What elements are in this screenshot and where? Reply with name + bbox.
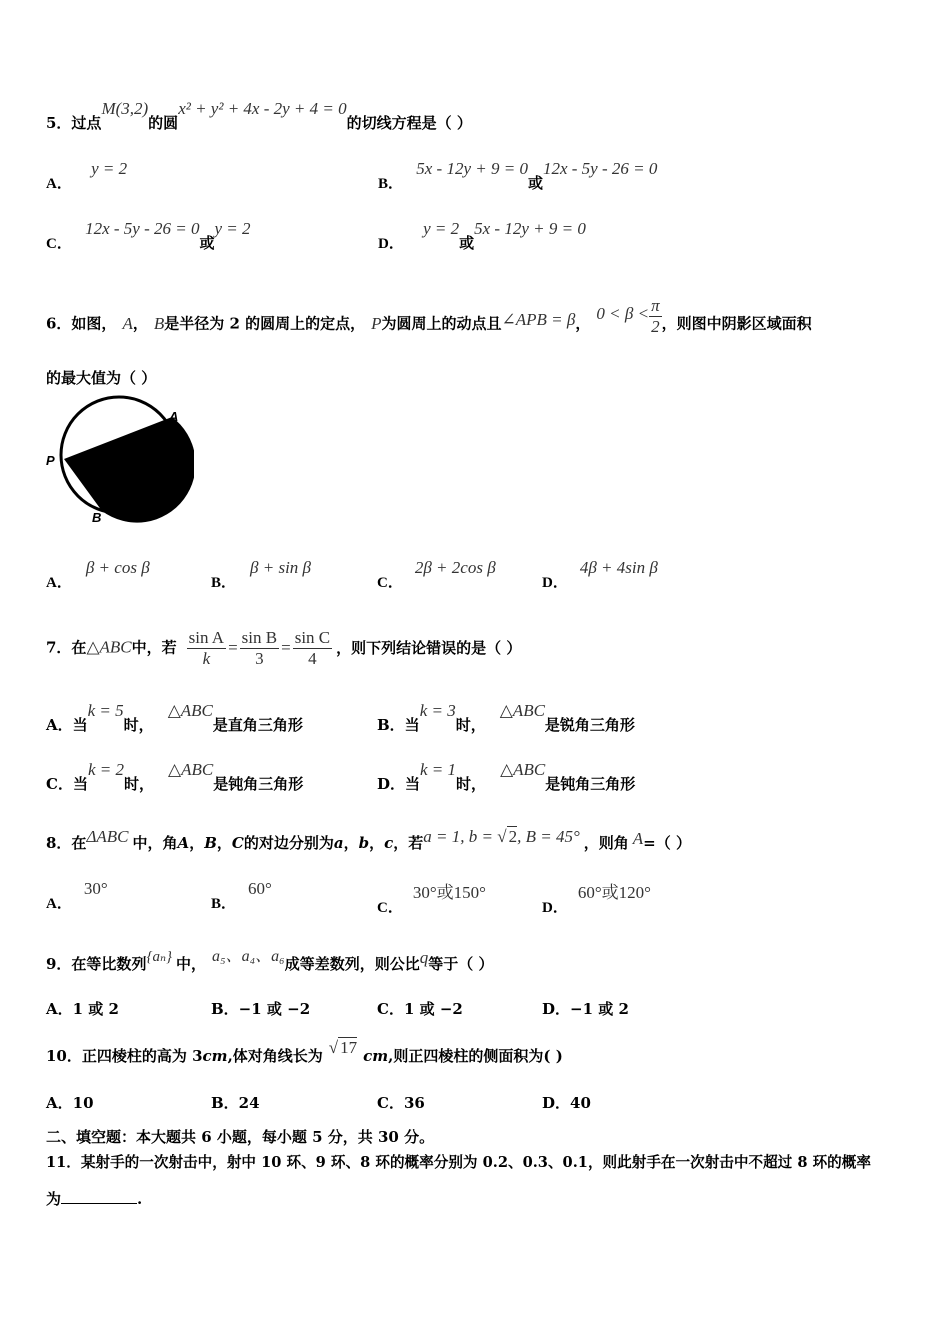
q6-option-a: A．β + cos β [46, 558, 150, 591]
q10-option-c: C．36 [377, 1094, 425, 1112]
q9-option-a: A．1 或 2 [46, 1000, 119, 1018]
q5-stem: 5．过点M(3,2)的圆x² + y² + 4x - 2y + 4 = 0的切线方程是（ ） [46, 99, 472, 132]
q10-option-a: A．10 [46, 1094, 94, 1112]
q8-option-d: D．60°或120° [542, 883, 651, 916]
q9-option-b: B．−1 或 −2 [211, 1000, 311, 1018]
q7-option-b: B．当k = 3时，△ABC是锐角三角形 [377, 701, 635, 734]
q6-label-p: P [46, 453, 55, 468]
q6-option-d: D．4β + 4sin β [542, 558, 658, 591]
q10-option-d: D．40 [542, 1094, 591, 1112]
q11-answer-blank[interactable] [61, 1203, 137, 1204]
q7-fraction-b: $\frac{\text{sin B}}{3}$ [241, 628, 278, 668]
section-2-heading: 二、填空题：本大题共 6 小题，每小题 5 分，共 30 分。 [46, 1128, 435, 1146]
q6-option-b: B．β + sin β [211, 558, 312, 591]
q8-option-a: A．30° [46, 879, 108, 912]
q10-stem: 10．正四棱柱的高为 3cm,体对角线长为 √ 17 cm,则正四棱柱的侧面积为( ) [46, 1038, 563, 1065]
q10-sqrt-17: √ 17 [328, 1038, 358, 1057]
q8-option-b: B．60° [211, 879, 272, 912]
q8-stem: 8．在ΔABC 中，角A，B，C的对边分别为a，b，c，若a = 1, b = √ 2, B = 45° ，则角 A=（ ） [46, 827, 691, 852]
q6-angle-condition: ∠APB = β [501, 309, 576, 329]
q7-fraction-c: $\frac{\text{sin C}}{4}$ [294, 628, 331, 668]
q7-option-a: A．当k = 5时，△ABC是直角三角形 [46, 701, 303, 734]
q11-stem-line2: 为 . [46, 1190, 143, 1208]
q5-point: M(3,2) [101, 99, 149, 118]
q5-option-b: B． 5x - 12y + 9 = 0或12x - 5y - 26 = 0 [378, 159, 658, 192]
q5-option-a: A． y = 2 [46, 159, 128, 192]
q6-option-c: C．2β + 2cos β [377, 558, 496, 591]
q6-label-a: A [169, 409, 179, 424]
q6-shaded-region [64, 417, 194, 523]
q9-option-c: C．1 或 −2 [377, 1000, 463, 1018]
q9-option-d: D．−1 或 2 [542, 1000, 629, 1018]
q8-condition: a = 1, b = √ 2, B = 45° [423, 827, 580, 846]
q5-circle-equation: x² + y² + 4x - 2y + 4 = 0 [178, 99, 347, 118]
q6-label-b: B [92, 510, 102, 525]
q7-fraction-a: $\frac{\text{sin A}}{k}$ [188, 628, 225, 668]
q7-option-c: C．当k = 2时，△ABC是钝角三角形 [46, 760, 304, 793]
q6-stem: 6．如图， A， B是半径为 2 的圆周上的定点， P为圆周上的动点且∠APB = β，0 < β < $\frac{\pi}{2}$ ，则图中阴影区域面积 [46, 296, 812, 336]
q9-stem: 9．在等比数列{aₙ} 中， a₅、a₄、a₆成等差数列，则公比q等于（ ） [46, 948, 494, 973]
q5-option-d: D． y = 2或5x - 12y + 9 = 0 [378, 219, 586, 252]
q6-pi-over-2: $\frac{\pi}{2}$ [651, 296, 660, 336]
q8-option-c: C．30°或150° [377, 883, 486, 916]
q6-stem-line2: 的最大值为（ ） [46, 369, 157, 387]
q5-option-c: C． 12x - 5y - 26 = 0或y = 2 [46, 219, 251, 252]
q7-stem: 7．在△ABC中，若 $\frac{\text{sin A}}{k}$ = $\frac{\text{sin B}}{3}$ = $\frac{\text{sin C}}{4}$ ，则下列结论错误的是（ ） [46, 628, 522, 668]
q11-stem: 11．某射手的一次射击中，射中 10 环、9 环、8 环的概率分别为 0.2、0.3、0.1，则此射手在一次射击中不超过 8 环的概率 [46, 1154, 871, 1171]
q6-figure [44, 395, 194, 525]
q10-option-b: B．24 [211, 1094, 260, 1112]
q7-option-d: D．当k = 1时，△ABC是钝角三角形 [377, 760, 636, 793]
